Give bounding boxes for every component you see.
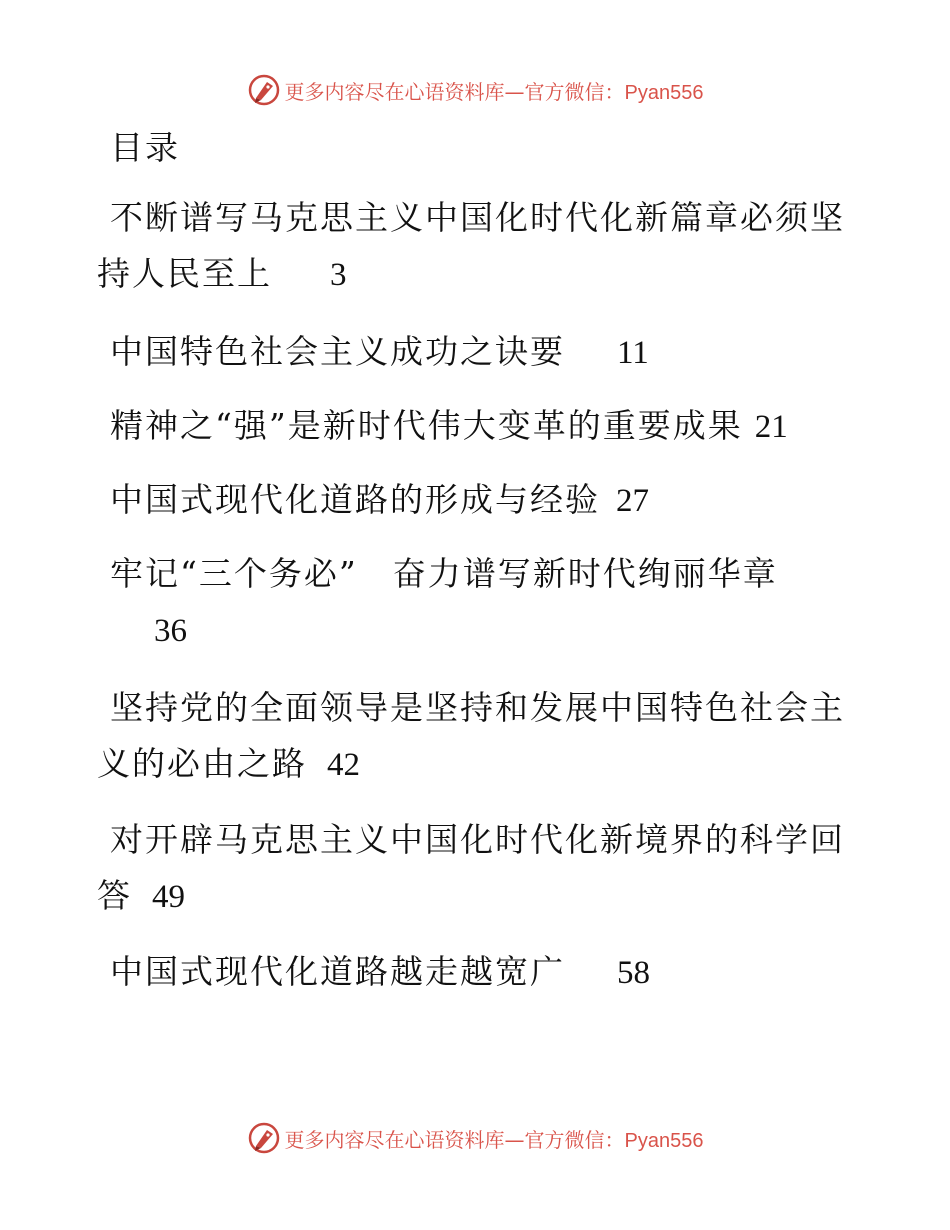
toc-entry[interactable] [110, 398, 788, 455]
header-watermark [0, 70, 950, 110]
toc-entry-title: 中国特色社会主义成功之诀要 [110, 332, 565, 371]
footer-watermark [0, 1118, 950, 1158]
toc-entry-page: 36 [154, 613, 187, 649]
toc-entry-title-cont: 答 [97, 876, 132, 915]
toc-entry-title-cont: 持人民至上 [97, 254, 272, 293]
toc-entry-title: 精神之“强”是新时代伟大变革的重要成果 [110, 406, 743, 445]
watermark-text: 更多内容尽在心语资料库—官方微信：Pyan556 [284, 1127, 704, 1152]
toc-entry-page: 11 [617, 335, 649, 371]
toc-entry-title: 不断谱写马克思主义中国化时代化新篇章必须坚 [110, 198, 845, 237]
toc-entry[interactable] [97, 680, 845, 793]
toc-entry-page: 27 [616, 483, 649, 519]
toc-entry[interactable] [110, 472, 649, 529]
toc-entry-title: 中国式现代化道路越走越宽广 [110, 952, 565, 991]
toc-entry[interactable] [97, 190, 845, 303]
watermark-text: 更多内容尽在心语资料库—官方微信：Pyan556 [284, 79, 704, 104]
toc-entry[interactable] [110, 324, 649, 381]
toc-entry-title: 对开辟马克思主义中国化时代化新境界的科学回 [110, 820, 845, 859]
pen-nib-logo-icon [247, 73, 281, 107]
toc-entry-title: 牢记“三个务必” 奋力谱写新时代绚丽华章 [110, 554, 778, 593]
toc-entry-title-cont: 义的必由之路 [97, 744, 307, 783]
toc-entry[interactable] [110, 546, 778, 659]
toc-entry-title: 中国式现代化道路的形成与经验 [110, 480, 600, 519]
pen-nib-logo-icon [247, 1121, 281, 1155]
toc-entry-page: 58 [617, 955, 650, 991]
toc-entry-page: 49 [152, 879, 185, 915]
toc-entry-page: 21 [754, 409, 788, 445]
toc-entry-title: 坚持党的全面领导是坚持和发展中国特色社会主 [110, 688, 845, 727]
toc-entry[interactable] [110, 944, 650, 1001]
toc-entry[interactable] [97, 812, 845, 925]
toc-entry-page: 42 [327, 747, 360, 783]
toc-entry-page: 3 [330, 257, 347, 293]
toc-title: 目录 [110, 128, 180, 167]
